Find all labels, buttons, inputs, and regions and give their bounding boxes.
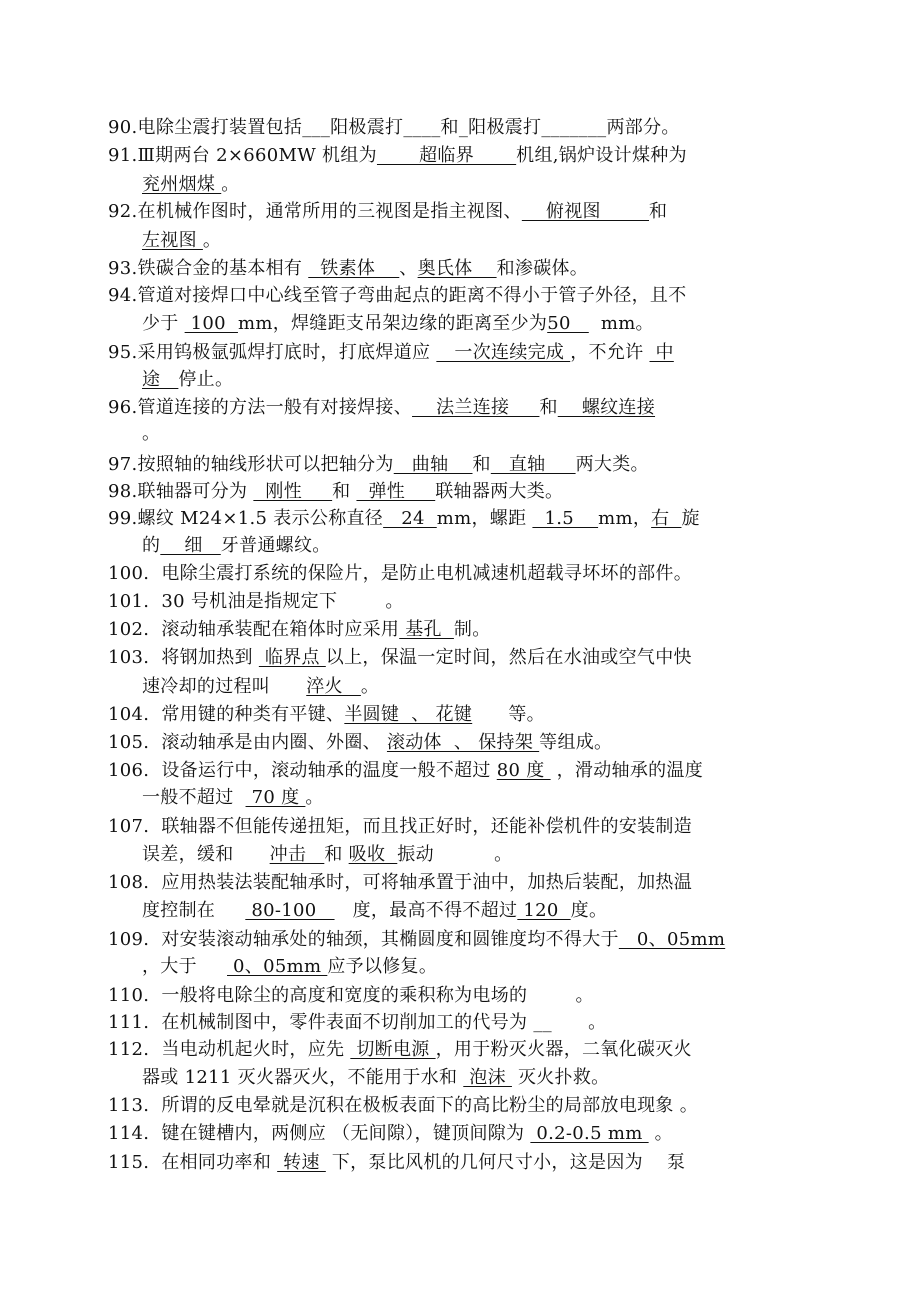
question-continuation-line xyxy=(142,674,816,700)
answer-blank: 法兰连接 xyxy=(412,397,540,418)
answer-blank: 奥氏体 xyxy=(417,258,497,279)
question-continuation-line xyxy=(142,311,816,337)
question-text: 和 xyxy=(332,481,357,502)
question-text: 112. 当电动机起火时，应先 xyxy=(108,1039,351,1060)
answer-blank: 转速 xyxy=(277,1152,326,1173)
question-line xyxy=(108,256,816,282)
question-text: 机组,锅炉设计煤种为 xyxy=(516,145,687,166)
answer-blank: 曲轴 xyxy=(393,454,473,475)
answer-blank: 左视图 xyxy=(142,230,203,251)
question-text: 、 xyxy=(399,258,418,279)
answer-blank: 100 xyxy=(184,313,238,334)
answer-blank: 0.2-0.5 mm xyxy=(530,1123,649,1144)
question-text: 等组成。 xyxy=(539,732,613,753)
question-text: mm，焊缝距支吊架边缘的距离至少为 xyxy=(237,313,548,334)
answer-blank: 半圆键 、 花键 xyxy=(344,704,473,725)
question-line xyxy=(108,617,816,643)
question-line xyxy=(108,395,816,421)
answer-blank: 临界点 xyxy=(258,647,326,668)
answer-blank: 刚性 xyxy=(253,481,333,502)
question-text: 下，泵比风机的几何尺寸小，这是因为 泵 xyxy=(325,1152,686,1173)
question-text: 。 xyxy=(588,1012,607,1033)
answer-blank: 俯视图 xyxy=(521,201,649,222)
question-continuation-line xyxy=(142,1065,816,1091)
answer-blank: 螺纹连接 xyxy=(557,397,656,418)
question-text: mm，螺距 xyxy=(436,508,533,529)
question-text: 两大类。 xyxy=(575,454,649,475)
question-continuation-line xyxy=(142,785,816,811)
answer-blank: 冲击 xyxy=(269,844,325,865)
question-text: 停止。 xyxy=(178,369,234,390)
answer-blank: 弹性 xyxy=(356,481,436,502)
question-text: 振动 。 xyxy=(397,844,513,865)
question-text: 制。 xyxy=(453,619,491,640)
question-text: 两部分。 xyxy=(606,117,680,138)
question-line xyxy=(108,758,816,784)
question-line xyxy=(108,143,816,169)
question-continuation-line xyxy=(142,367,816,393)
question-continuation-line xyxy=(142,954,816,980)
question-continuation-line xyxy=(142,533,816,559)
question-text: 104. 常用键的种类有平键、 xyxy=(108,704,345,725)
question-text: 115. 在相同功率和 xyxy=(108,1152,278,1173)
question-text: ，用于粉灭火器，二氧化碳灭火 xyxy=(435,1039,692,1060)
question-text: 106. 设备运行中，滚动轴承的温度一般不超过 xyxy=(108,760,497,781)
question-line xyxy=(108,340,816,366)
question-text: 110. 一般将电除尘的高度和宽度的乘积称为电场的 。 xyxy=(108,985,594,1006)
question-text: ，滑动轴承的温度 xyxy=(550,760,704,781)
answer-blank: 切断电源 xyxy=(350,1039,436,1060)
question-text: ，大于 xyxy=(142,956,228,977)
question-text: 旋 xyxy=(681,508,700,529)
question-line xyxy=(108,645,816,671)
answer-blank: 淬火 xyxy=(306,676,361,697)
answer-blank: 中 xyxy=(649,342,674,363)
question-text: 91.Ⅲ期两台 2×660MW 机组为 xyxy=(108,145,377,166)
question-text: 和 xyxy=(539,397,558,418)
answer-blank: 铁素体 xyxy=(308,258,400,279)
question-line xyxy=(108,1150,816,1176)
question-text: 以上，保温一定时间，然后在水油或空气中快 xyxy=(325,647,692,668)
question-text: 速冷却的过程叫 xyxy=(142,676,307,697)
question-line xyxy=(108,702,816,728)
question-line xyxy=(108,983,816,1009)
question-text: 107. 联轴器不但能传递扭矩，而且找正好时，还能补偿机件的安装制造 xyxy=(108,816,693,837)
question-text: 和 xyxy=(472,454,491,475)
answer-blank: 滚动体 、 保持架 xyxy=(386,732,540,753)
answer-blank: 50 xyxy=(547,313,589,334)
question-text: mm， xyxy=(598,508,652,529)
question-text: ___阳极震打____ xyxy=(302,117,441,138)
answer-blank: 吸收 xyxy=(348,844,398,865)
question-text: 97.按照轴的轴线形状可以把轴分为 xyxy=(108,454,394,475)
question-line xyxy=(108,1010,816,1036)
question-text: mm。 xyxy=(588,313,654,334)
question-text: 99.螺纹 M24×1.5 表示公称直径 xyxy=(108,508,384,529)
answer-blank: 80-100 xyxy=(245,900,335,921)
answer-blank: 超临界 xyxy=(376,145,517,166)
question-text: 的 xyxy=(142,535,161,556)
question-line xyxy=(108,814,816,840)
answer-blank: 途 xyxy=(142,369,179,390)
question-line xyxy=(108,730,816,756)
question-text: 。 xyxy=(648,1123,673,1144)
question-text: 101. 30 号机油是指规定下 。 xyxy=(108,591,404,612)
question-text: 器或 1211 灭火器灭火，不能用于水和 xyxy=(142,1067,464,1088)
answer-blank: 24 xyxy=(383,508,437,529)
answer-blank: 泡沫 xyxy=(463,1067,512,1088)
question-text: 。 xyxy=(305,787,324,808)
question-line xyxy=(108,561,816,587)
question-text: 误差，缓和 xyxy=(142,844,270,865)
answer-blank: 右 xyxy=(651,508,682,529)
question-text: 灭火扑救。 xyxy=(511,1067,610,1088)
question-line xyxy=(108,115,816,141)
answer-blank: 120 xyxy=(517,900,571,921)
question-text: 一般不超过 xyxy=(142,787,246,808)
question-text: 应予以修复。 xyxy=(327,956,438,977)
answer-blank: 1.5 xyxy=(532,508,599,529)
question-text: 98.联轴器可分为 xyxy=(108,481,254,502)
question-text: 111. 在机械制图中，零件表面不切削加工的代号为 xyxy=(108,1012,534,1033)
question-text: 度。 xyxy=(570,900,608,921)
question-text: 。 xyxy=(142,423,161,444)
question-line xyxy=(108,479,816,505)
answer-blank: 直轴 xyxy=(490,454,576,475)
question-text: 和 xyxy=(649,201,668,222)
question-line xyxy=(108,452,816,478)
answer-blank: 70 度 xyxy=(245,787,306,808)
question-text: 度控制在 xyxy=(142,900,246,921)
question-text: 。 xyxy=(221,174,240,195)
question-text: 100. 电除尘震打系统的保险片，是防止电机减速机超载寻坏坏的部件。 xyxy=(108,563,693,584)
question-text: 96.管道连接的方法一般有对接焊接、 xyxy=(108,397,413,418)
question-text: 103. 将钢加热到 xyxy=(108,647,259,668)
question-text: 等。 xyxy=(472,704,545,725)
question-text: _阳极震打_______ xyxy=(458,117,607,138)
question-text: 和 xyxy=(324,844,349,865)
question-text: 95.采用钨极氩弧焊打底时，打底焊道应 xyxy=(108,342,437,363)
question-text: 90.电除尘震打装置包括 xyxy=(108,117,303,138)
question-line xyxy=(108,506,816,532)
answer-blank: 基孔 xyxy=(399,619,454,640)
question-text: 93.铁碳合金的基本相有 xyxy=(108,258,309,279)
answer-blank: 细 xyxy=(160,535,221,556)
answer-blank: 一次连续完成 xyxy=(436,342,571,363)
question-text: 和渗碳体。 xyxy=(496,258,589,279)
question-line xyxy=(108,199,816,225)
question-text: 少于 xyxy=(142,313,185,334)
answer-blank: 0、05mm xyxy=(618,929,726,950)
question-text: 牙普通螺纹。 xyxy=(220,535,331,556)
question-text: 度，最高不得不超过 xyxy=(334,900,518,921)
answer-blank: 0、05mm xyxy=(227,956,328,977)
question-continuation-line xyxy=(142,172,816,198)
question-line xyxy=(108,1037,816,1063)
question-text: 105. 滚动轴承是由内圈、外圈、 xyxy=(108,732,387,753)
question-continuation-line xyxy=(142,228,816,254)
answer-blank: 兖州烟煤 xyxy=(142,174,222,195)
question-continuation-line xyxy=(142,898,816,924)
question-text: 113. 所谓的反电晕就是沉积在极板表面下的高比粉尘的局部放电现象 。 xyxy=(108,1095,699,1116)
question-text: 102. 滚动轴承装配在箱体时应采用 xyxy=(108,619,400,640)
question-line xyxy=(108,283,816,309)
question-text: 109. 对安装滚动轴承处的轴颈，其椭圆度和圆锥度均不得大于 xyxy=(108,929,619,950)
question-line xyxy=(108,589,816,615)
question-text: 92.在机械作图时，通常所用的三视图是指主视图、 xyxy=(108,201,522,222)
question-text: 。 xyxy=(202,230,222,251)
question-continuation-line xyxy=(142,421,816,447)
question-text: 114. 键在键槽内，两侧应 （无间隙），键顶间隙为 xyxy=(108,1123,531,1144)
question-continuation-line xyxy=(142,842,816,868)
question-text: 94.管道对接焊口中心线至管子弯曲起点的距离不得小于管子外径，且不 xyxy=(108,285,687,306)
question-text: ，不允许 xyxy=(570,342,650,363)
question-text: 联轴器两大类。 xyxy=(435,481,564,502)
question-text: 108. 应用热装法装配轴承时，可将轴承置于油中，加热后装配，加热温 xyxy=(108,872,693,893)
question-text: __ xyxy=(533,1012,589,1033)
question-text: 。 xyxy=(360,676,380,697)
question-line xyxy=(108,1093,816,1119)
question-line xyxy=(108,1121,816,1147)
answer-blank: 80 度 xyxy=(496,760,551,781)
question-line xyxy=(108,927,816,953)
question-text: 和 xyxy=(440,117,459,138)
question-line xyxy=(108,870,816,896)
